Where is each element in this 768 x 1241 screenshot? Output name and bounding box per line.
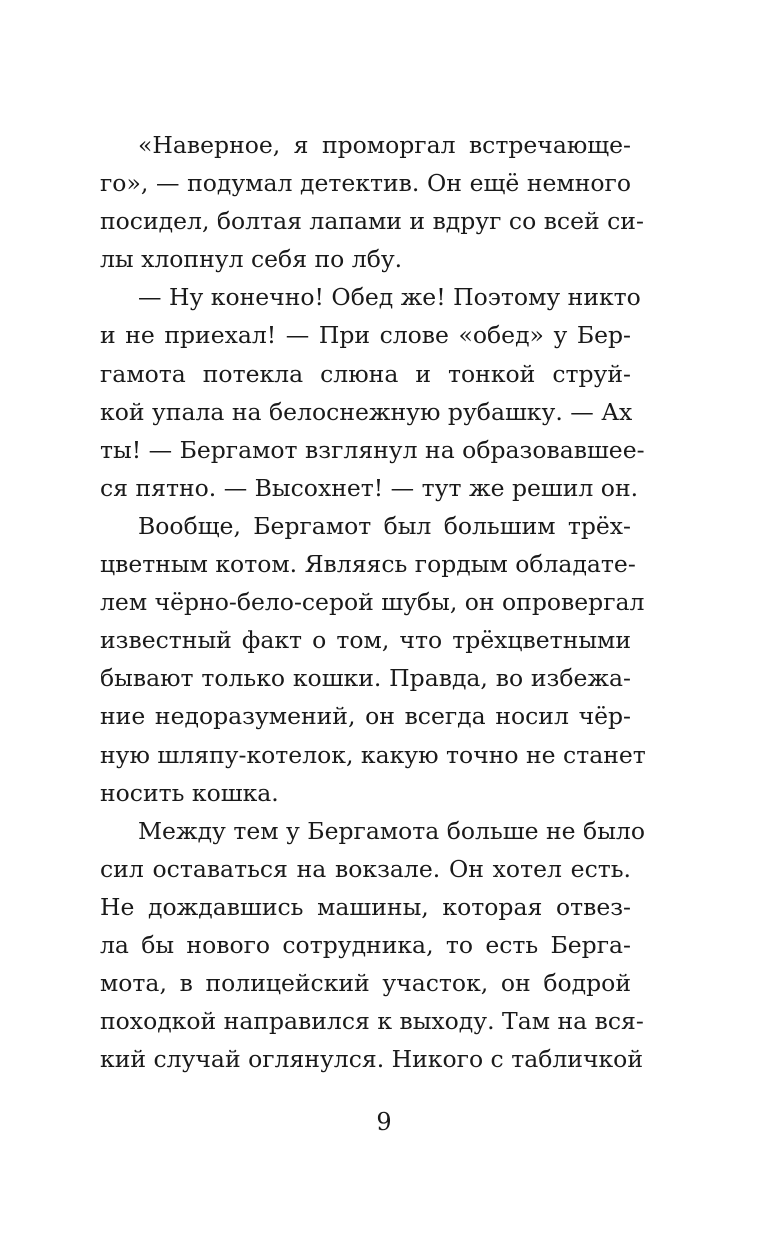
text-line: гамота потекла слюна и тонкой струй-	[100, 359, 631, 388]
text-line: лем чёрно-бело-серой шубы, он опровергал	[100, 588, 645, 617]
text-line: ла бы нового сотрудника, то есть Берга-	[100, 930, 631, 959]
body-text	[100, 126, 646, 1078]
text-line: го», — подумал детектив. Он ещё немного	[100, 169, 631, 198]
text-line: цветным котом. Являясь гордым обладате-	[100, 550, 636, 579]
text-line: ты! — Бергамот взглянул на образовавшее-	[100, 435, 645, 464]
text-line: походкой направился к выходу. Там на вся-	[100, 1007, 644, 1036]
text-line: Не дождавшись машины, которая отвез-	[100, 892, 631, 921]
text-line: сил оставаться на вокзале. Он хотел есть.	[100, 854, 631, 883]
text-line: кой упала на белоснежную рубашку. — Ах	[100, 397, 633, 426]
text-line: мота, в полицейский участок, он бодрой	[100, 969, 631, 998]
text-line: носить кошка.	[100, 778, 279, 807]
text-line: Между тем у Бергамота больше не было	[138, 816, 645, 845]
text-line: и не приехал! — При слове «обед» у Бер-	[100, 321, 631, 350]
text-line: лы хлопнул себя по лбу.	[100, 245, 403, 274]
text-line: бывают только кошки. Правда, во избежа-	[100, 664, 631, 693]
page-number: 9	[376, 1108, 392, 1136]
text-line: ние недоразумений, он всегда носил чёр-	[100, 702, 631, 731]
text-line: «Наверное, я проморгал встречающе-	[138, 131, 631, 159]
text-line: Вообще, Бергамот был большим трёх-	[138, 511, 631, 540]
text-line: посидел, болтая лапами и вдруг со всей си-	[100, 207, 644, 236]
text-line: кий случай оглянулся. Никого с табличкой	[100, 1045, 643, 1074]
text-line: ся пятно. — Высохнет! — тут же решил он.	[100, 473, 639, 502]
text-line: известный факт о том, что трёхцветными	[100, 626, 631, 655]
text-line: — Ну конечно! Обед же! Поэтому никто	[138, 283, 641, 312]
text-line: ную шляпу-котелок, какую точно не станет	[100, 740, 646, 769]
